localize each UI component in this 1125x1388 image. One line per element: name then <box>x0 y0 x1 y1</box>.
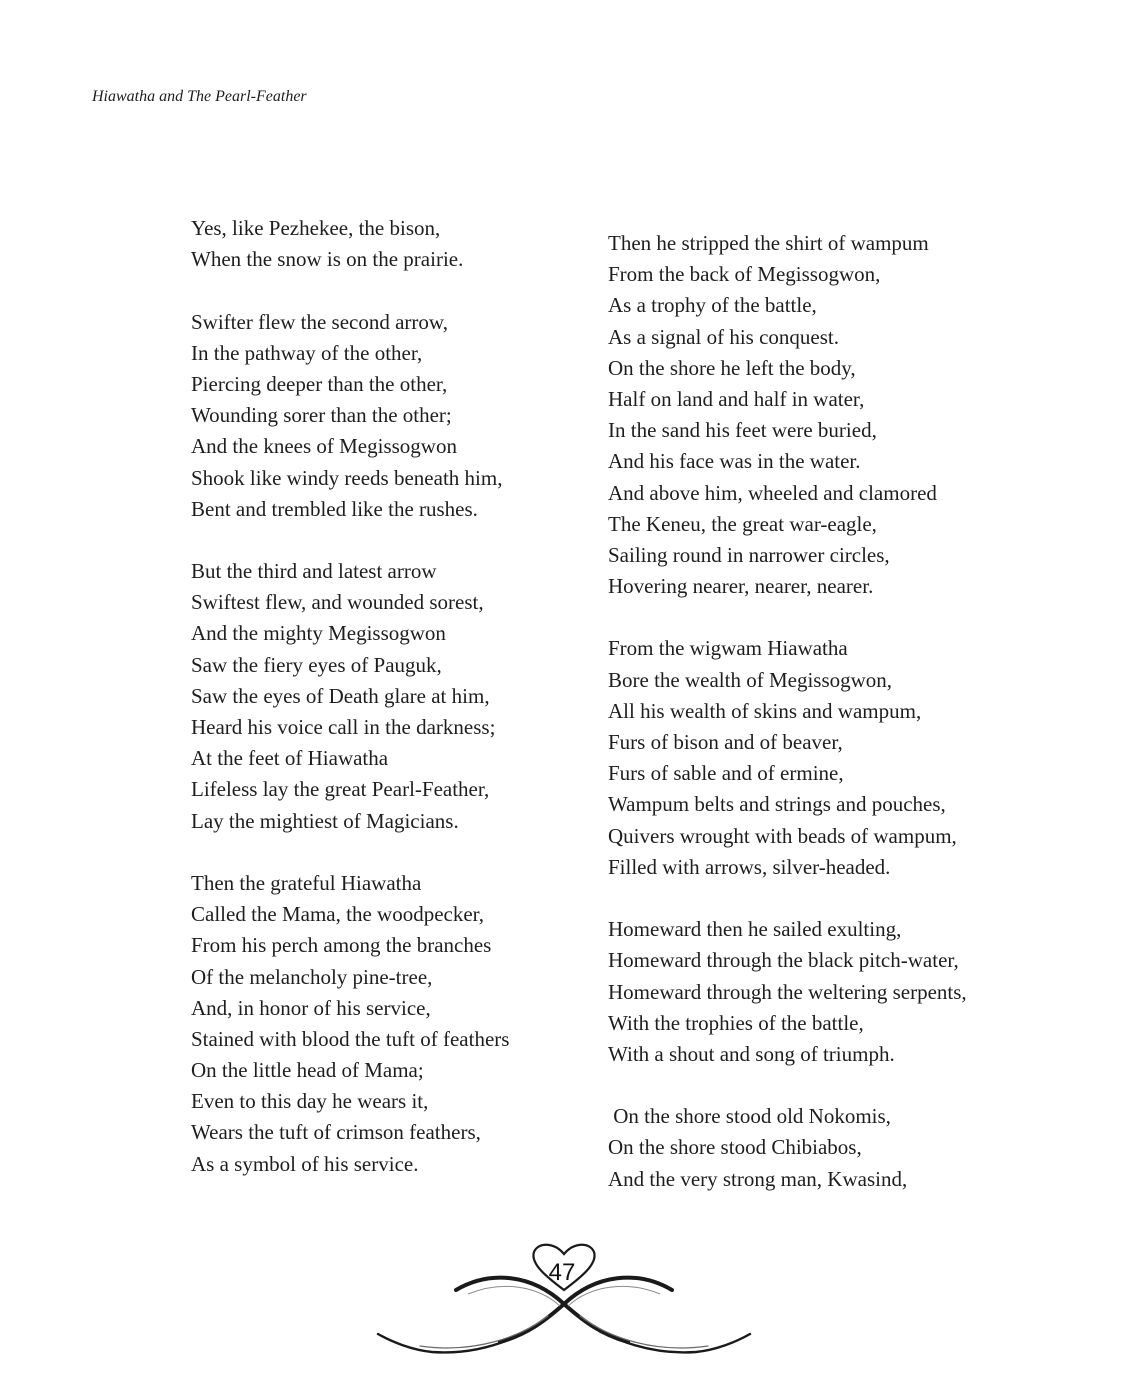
flourish-lower-right <box>564 1304 750 1352</box>
poem-line: But the third and latest arrow <box>191 559 437 584</box>
poem-line: Stained with blood the tuft of feathers <box>191 1026 510 1051</box>
poem-line: And the knees of Megissogwon <box>191 434 457 459</box>
poem-line: On the little head of Mama; <box>191 1058 424 1083</box>
poem-line: From the back of Megissogwon, <box>608 262 881 287</box>
stanza <box>191 213 509 275</box>
poem-line: Piercing deeper than the other, <box>191 371 448 396</box>
poem-line: From his perch among the branches <box>191 933 492 958</box>
poem-line: Homeward through the black pitch-water, <box>608 948 959 973</box>
stanza <box>608 914 967 1070</box>
stanza <box>191 868 509 1180</box>
poem-line: And his face was in the water. <box>608 449 861 474</box>
poem-line: Half on land and half in water, <box>608 386 865 411</box>
poem-line: The Keneu, the great war-eagle, <box>608 511 877 536</box>
poem-line: Bent and trembled like the rushes. <box>191 496 478 521</box>
poem-line: And the mighty Megissogwon <box>191 621 446 646</box>
stanza <box>608 1101 967 1195</box>
poem-line: When the snow is on the prairie. <box>191 247 464 272</box>
poem-line: All his wealth of skins and wampum, <box>608 698 922 723</box>
stanza <box>608 633 967 883</box>
poem-line: Furs of bison and of beaver, <box>608 730 843 754</box>
poem-line: Lifeless lay the great Pearl-Feather, <box>191 777 490 802</box>
stanza <box>608 228 967 602</box>
poem-line: And, in honor of his service, <box>191 995 431 1020</box>
poem-line: And above him, wheeled and clamored <box>608 480 937 505</box>
poem-line: Saw the eyes of Death glare at him, <box>191 683 490 708</box>
poem-line: Lay the mightiest of Magicians. <box>191 808 459 833</box>
poem-line: In the sand his feet were buried, <box>608 418 877 443</box>
poem-column-left <box>191 213 509 1180</box>
poem-line: As a signal of his conquest. <box>608 324 839 349</box>
poem-line: From the wigwam Hiawatha <box>608 636 848 661</box>
page-number: 47 <box>548 1259 576 1286</box>
poem-line: Even to this day he wears it, <box>191 1089 429 1114</box>
poem-line: On the shore he left the body, <box>608 355 856 380</box>
heart-flourish-icon <box>372 1238 756 1362</box>
poem-line: Homeward then he sailed exulting, <box>608 917 902 942</box>
flourish-lower-left <box>378 1304 564 1352</box>
poem-line: Furs of sable and of ermine, <box>608 761 844 786</box>
poem-line: Called the Mama, the woodpecker, <box>191 902 485 927</box>
poem-line: And the very strong man, Kwasind, <box>608 1166 908 1191</box>
poem-line: Bore the wealth of Megissogwon, <box>608 667 893 692</box>
poem-line: Wampum belts and strings and pouches, <box>608 792 946 817</box>
poem-line: As a trophy of the battle, <box>608 293 817 318</box>
poem-line: Hovering nearer, nearer, nearer. <box>608 574 874 599</box>
poem-line: Then he stripped the shirt of wampum <box>608 231 929 255</box>
poem-column-right <box>608 228 967 1195</box>
poem-line: At the feet of Hiawatha <box>191 746 389 771</box>
poem-line: With the trophies of the battle, <box>608 1010 864 1035</box>
poem-line: With a shout and song of triumph. <box>608 1041 895 1066</box>
poem-line: Swifter flew the second arrow, <box>191 309 448 334</box>
poem-line: Then the grateful Hiawatha <box>191 870 422 895</box>
poem-line: Filled with arrows, silver-headed. <box>608 854 891 879</box>
stanza <box>191 307 509 525</box>
poem-line: Wears the tuft of crimson feathers, <box>191 1120 481 1145</box>
poem-line: Swiftest flew, and wounded sorest, <box>191 590 484 615</box>
poem-line: Heard his voice call in the darkness; <box>191 715 496 739</box>
poem-line: Of the melancholy pine-tree, <box>191 964 433 989</box>
poem-line: As a symbol of his service. <box>191 1151 419 1176</box>
poem-line: Saw the fiery eyes of Pauguk, <box>191 652 442 677</box>
poem-line: Yes, like Pezhekee, the bison, <box>191 216 441 240</box>
poem-line: Wounding sorer than the other; <box>191 403 452 428</box>
poem-line: Quivers wrought with beads of wampum, <box>608 823 957 848</box>
poem-line: On the shore stood old Nokomis, <box>608 1104 891 1129</box>
poem-line: Homeward through the weltering serpents, <box>608 979 967 1004</box>
poem-line: In the pathway of the other, <box>191 340 423 365</box>
poem-line: Shook like windy reeds beneath him, <box>191 465 503 490</box>
running-header: Hiawatha and The Pearl-Feather <box>92 88 307 105</box>
poem-line: Sailing round in narrower circles, <box>608 542 890 567</box>
stanza <box>191 556 509 837</box>
poem-line: On the shore stood Chibiabos, <box>608 1135 862 1160</box>
